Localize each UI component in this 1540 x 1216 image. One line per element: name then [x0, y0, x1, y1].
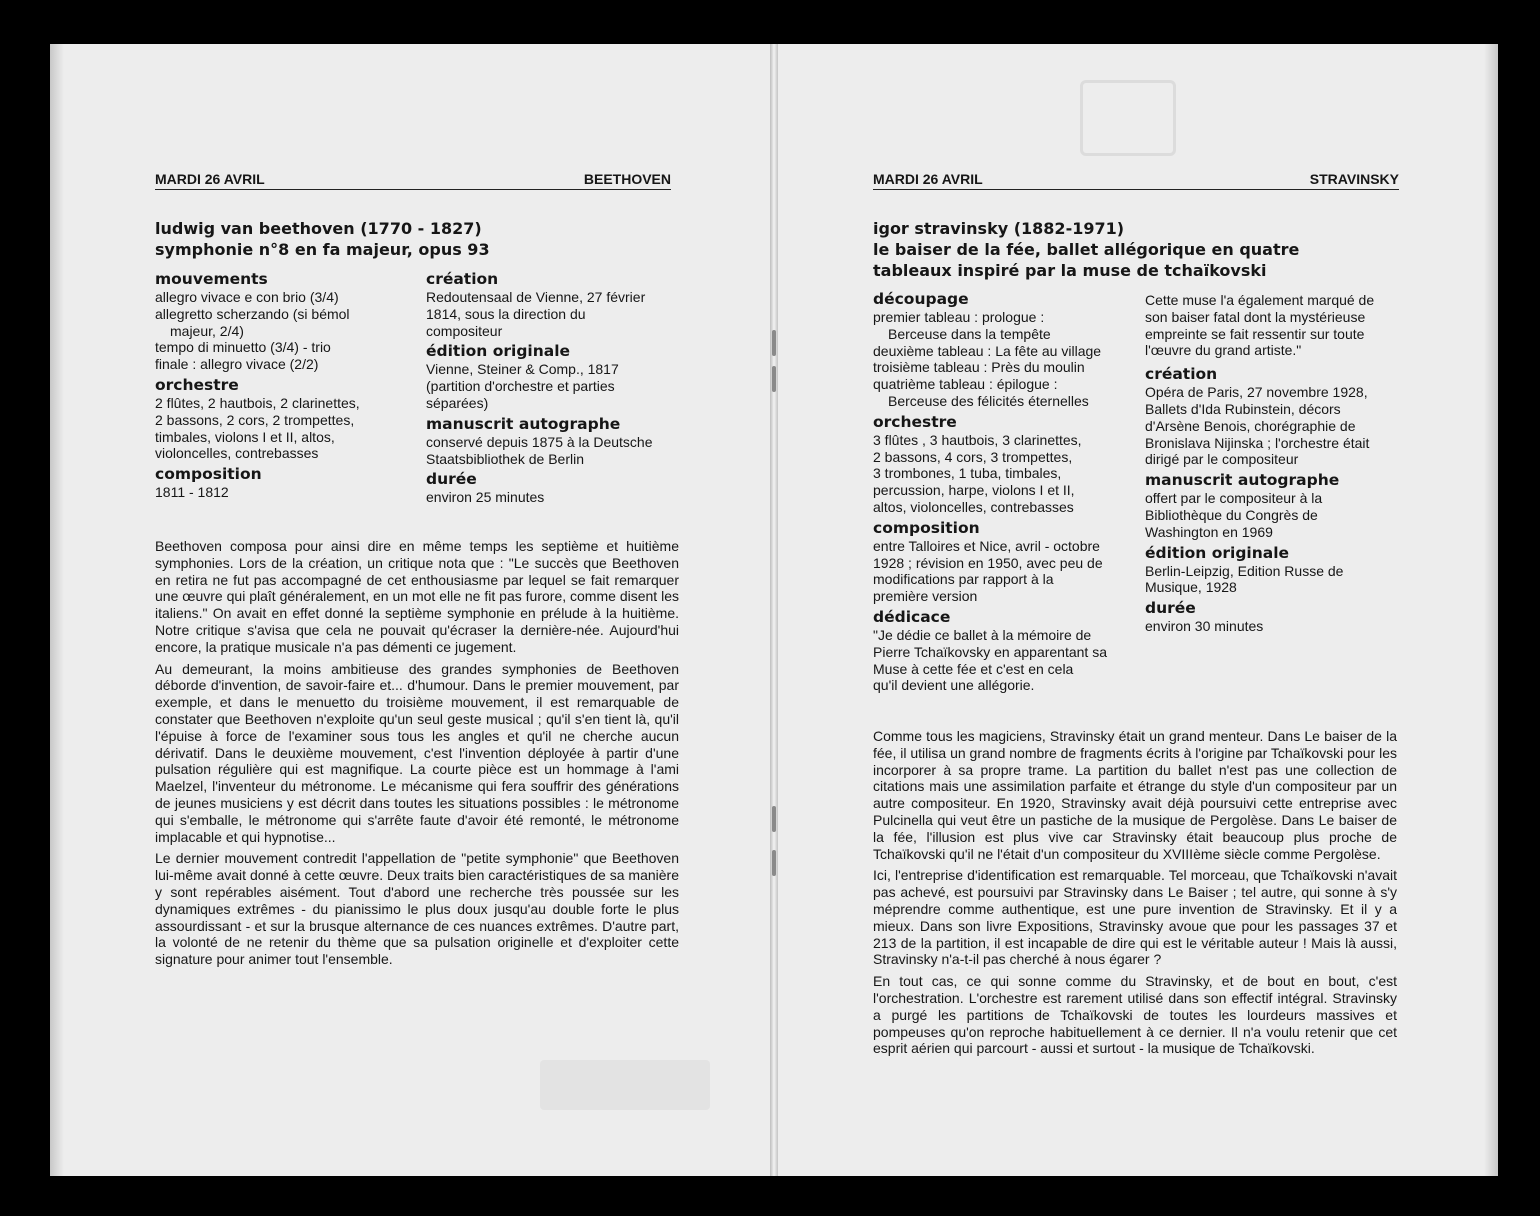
- section-heading: dédicace: [873, 607, 951, 626]
- section-heading: durée: [1145, 599, 1196, 618]
- info-line: 2 flûtes, 2 hautbois, 2 clarinettes,: [155, 394, 360, 411]
- info-line: quatrième tableau : épilogue :: [873, 376, 1058, 393]
- work-title: [155, 218, 490, 260]
- paragraph: Comme tous les magiciens, Stravinsky était un grand menteur. Dans Le baiser de la fée, il utilisa un grand nombre de fragments écrits à l'origine par Tchaïkovski pour les incorporer à sa propre trame. La partition du ballet n'est pas une collection de citations mais une assimilation parfaite et étrange du style d'un compositeur par un autre compositeur. En 1920, Stravinsky avait déjà poursuivi cette entreprise avec Pulcinella qui veut être un pastiche de la musique de Pergolèse. Dans Le baiser de la fée, l'illusion est plus vive car Stravinsky était beaucoup plus proche de Tchaïkovski qu'il ne l'était d'un compositeur du XVIIIème siècle comme Pergolèse.: [873, 728, 1397, 862]
- section-heading: manuscrit autographe: [1145, 471, 1340, 490]
- info-line: conservé depuis 1875 à la Deutsche: [426, 433, 653, 450]
- info-line: Bronislava Nijinska ; l'orchestre était: [1145, 434, 1370, 451]
- header-composer: BEETHOVEN: [583, 171, 671, 187]
- section-heading: durée: [426, 470, 477, 489]
- info-line: deuxième tableau : La fête au village: [873, 342, 1102, 359]
- info-line: percussion, harpe, violons I et II,: [873, 482, 1075, 499]
- work-subtitle: tableaux inspiré par la muse de tchaïkovski: [873, 261, 1267, 280]
- info-line: Berceuse des félicités éternelles: [888, 392, 1089, 409]
- info-line: "Je dédie ce ballet à la mémoire de: [873, 626, 1092, 643]
- info-line: environ 25 minutes: [426, 489, 545, 506]
- program-notes: [873, 728, 1397, 1062]
- info-line: compositeur: [426, 322, 503, 339]
- info-line: Ballets d'Ida Rubinstein, décors: [1145, 400, 1341, 417]
- work-name: le baiser de la fée, ballet allégorique en quatre: [873, 240, 1300, 259]
- info-line: Berceuse dans la tempête: [888, 325, 1051, 342]
- info-line: Musique, 1928: [1145, 579, 1237, 596]
- book-gutter: [770, 44, 778, 1176]
- info-line: (partition d'orchestre et parties: [426, 378, 615, 395]
- staple: [772, 806, 776, 832]
- section-heading: édition originale: [426, 342, 571, 361]
- info-line: 1928 ; révision en 1950, avec peu de: [873, 554, 1103, 571]
- info-line: 2 bassons, 2 cors, 2 trompettes,: [155, 411, 355, 428]
- info-line: offert par le compositeur à la: [1145, 490, 1323, 507]
- info-line: troisième tableau : Près du moulin: [873, 359, 1085, 376]
- right-page-edge: [1484, 44, 1498, 1176]
- work-title: [873, 218, 1299, 281]
- info-line: violoncelles, contrebasses: [155, 445, 319, 462]
- section-heading: mouvements: [155, 270, 268, 288]
- paragraph: Beethoven composa pour ainsi dire en même temps les septième et huitième symphonies. Lors de la création, un critique nota que : "Le succès que Beethoven en retira ne fut pas accompagné de cet enthousiasme par lequel se fait remarquer une œuvre qui plaît généralement, en un mot elle ne fit pas furore, comme disent les italiens." On avait en effet donné la septième symphonie en prélude à la huitième. Notre critique s'avisa que cela ne pouvait qu'écraser la dernière-née. Aujourd'hui encore, la pratique musicale n'a pas démenti ce jugement.: [155, 538, 679, 655]
- info-line: empreinte se fait ressentir sur toute: [1145, 325, 1365, 342]
- info-line: altos, violoncelles, contrebasses: [873, 498, 1074, 515]
- section-heading: composition: [155, 465, 262, 484]
- info-line: 3 flûtes , 3 hautbois, 3 clarinettes,: [873, 431, 1082, 448]
- info-line: finale : allegro vivace (2/2): [155, 356, 319, 373]
- info-line: entre Talloires et Nice, avril - octobre: [873, 537, 1100, 554]
- section-heading: orchestre: [155, 375, 239, 394]
- left-page-edge: [50, 44, 64, 1176]
- info-column: [873, 290, 1135, 694]
- info-line: Bibliothèque du Congrès de: [1145, 506, 1318, 523]
- header-date: MARDI 26 AVRIL: [873, 171, 983, 187]
- info-line: Pierre Tchaïkovsky en apparentant sa: [873, 643, 1107, 660]
- info-column: [426, 270, 686, 506]
- info-column: [155, 270, 415, 501]
- staple: [772, 330, 776, 356]
- info-line: dirigé par le compositeur: [1145, 451, 1299, 468]
- header-date: MARDI 26 AVRIL: [155, 171, 265, 187]
- info-line: Opéra de Paris, 27 novembre 1928,: [1145, 384, 1368, 401]
- section-heading: création: [1145, 365, 1218, 384]
- info-line: 3 trombones, 1 tuba, timbales,: [873, 465, 1062, 482]
- info-line: séparées): [426, 394, 489, 411]
- section-heading: édition originale: [1145, 543, 1290, 562]
- section-heading: découpage: [873, 290, 969, 308]
- info-line: allegretto scherzando (si bémol: [155, 305, 350, 322]
- info-line: 1814, sous la direction du: [426, 305, 586, 322]
- info-line: Washington en 1969: [1145, 523, 1273, 540]
- info-column: [1145, 292, 1407, 635]
- staple: [772, 850, 776, 876]
- composer-name: igor stravinsky (1882-1971): [873, 219, 1125, 238]
- work-name: symphonie n°8 en fa majeur, opus 93: [155, 240, 490, 259]
- info-line: Berlin-Leipzig, Edition Russe de: [1145, 562, 1344, 579]
- info-line: Vienne, Steiner & Comp., 1817: [426, 361, 619, 378]
- info-line: modifications par rapport à la: [873, 571, 1054, 588]
- section-heading: création: [426, 270, 499, 288]
- info-line: Redoutensaal de Vienne, 27 février: [426, 289, 646, 305]
- info-line: première version: [873, 588, 978, 605]
- info-line: Staatsbibliothek de Berlin: [426, 450, 584, 467]
- info-line: allegro vivace e con brio (3/4): [155, 289, 339, 305]
- page-header: [155, 171, 671, 190]
- info-line: qu'il devient une allégorie.: [873, 677, 1035, 694]
- info-line: Cette muse l'a également marqué de: [1145, 292, 1375, 308]
- composer-name: ludwig van beethoven (1770 - 1827): [155, 219, 482, 238]
- paragraph: Au demeurant, la moins ambitieuse des grandes symphonies de Beethoven déborde d'invention, de savoir-faire et... d'humour. Dans le premier mouvement, par exemple, et dans le menuetto du troisième mouvement, il est remarquable de constater que Beethoven n'exploite qu'un seul geste musical ; qu'il s'en tient là, qu'il l'épuise à force de l'examiner sous tous les angles et qu'il ne cherche aucun dérivatif. Dans le deuxième mouvement, c'est l'invention déployée à partir d'une pulsation régulière qui est magnifique. La courte pièce est un hommage à l'ami Maelzel, l'inventeur du métronome. Le mécanisme qui fera souffrir des générations de jeunes musiciens y est décrit dans toutes les situations possibles : le métronome qui s'emballe, le métronome qui s'arrête faute d'avoir été remonté, le métronome implacable et qui hypnotise...: [155, 660, 679, 845]
- info-line: environ 30 minutes: [1145, 618, 1264, 635]
- info-line: tempo di minuetto (3/4) - trio: [155, 339, 331, 356]
- staple: [772, 366, 776, 392]
- info-line: son baiser fatal dont la mystérieuse: [1145, 308, 1366, 325]
- info-line: majeur, 2/4): [170, 322, 244, 339]
- program-notes: [155, 538, 679, 973]
- section-heading: manuscrit autographe: [426, 414, 621, 433]
- section-heading: orchestre: [873, 412, 957, 431]
- info-line: l'œuvre du grand artiste.": [1145, 342, 1302, 359]
- info-line: timbales, violons I et II, altos,: [155, 428, 335, 445]
- info-line: 2 bassons, 4 cors, 3 trompettes,: [873, 448, 1073, 465]
- show-through-logo: [1080, 80, 1176, 156]
- info-line: premier tableau : prologue :: [873, 309, 1045, 325]
- paragraph: Le dernier mouvement contredit l'appellation de "petite symphonie" que Beethoven lui-même avait donné à cette œuvre. Deux traits bien caractéristiques de sa manière y sont repérables aisément. Tout d'abord une recherche très poussée sur les dynamiques extrêmes - du pianissimo le plus doux jusqu'au double forte le plus assourdissant - et sur la brusque alternance de ces nuances extrêmes. D'autre part, la volonté de ne retenir du thème que sa pulsation originelle et d'exploiter cette signature pour animer tout l'ensemble.: [155, 850, 679, 968]
- header-composer: STRAVINSKY: [1309, 171, 1399, 187]
- info-line: 1811 - 1812: [155, 484, 229, 501]
- show-through-logo: [540, 1060, 710, 1110]
- info-line: Muse à cette fée et c'est en cela: [873, 660, 1074, 677]
- section-heading: composition: [873, 518, 980, 537]
- paragraph: En tout cas, ce qui sonne comme du Stravinsky, et de bout en bout, c'est l'orchestration. L'orchestre est rarement utilisé dans son effectif intégral. Stravinsky a purgé les partitions de Tchaïkovski de toutes les lourdeurs massives et pompeuses qu'on reproche habituellement à ce dernier. Il n'a voulu retenir que cet esprit aérien qui parcourt - aussi et surtout - la musique de Tchaïkovski.: [873, 973, 1397, 1057]
- paragraph: Ici, l'entreprise d'identification est remarquable. Tel morceau, que Tchaïkovski n'avait pas achevé, est poursuivi par Stravinsky dans Le Baiser ; tel autre, qui sonne à s'y méprendre comme authentique, est une pure invention de Stravinsky. Et il y a mieux. Dans son livre Expositions, Stravinsky avoue que pour les passages 37 et 213 de la partition, il est incapable de dire qui est le véritable auteur ! Mais là aussi, Stravinsky n'a-t-il pas cherché à nous égarer ?: [873, 867, 1397, 968]
- page-header: [873, 171, 1399, 190]
- info-line: d'Arsène Benois, chorégraphie de: [1145, 417, 1356, 434]
